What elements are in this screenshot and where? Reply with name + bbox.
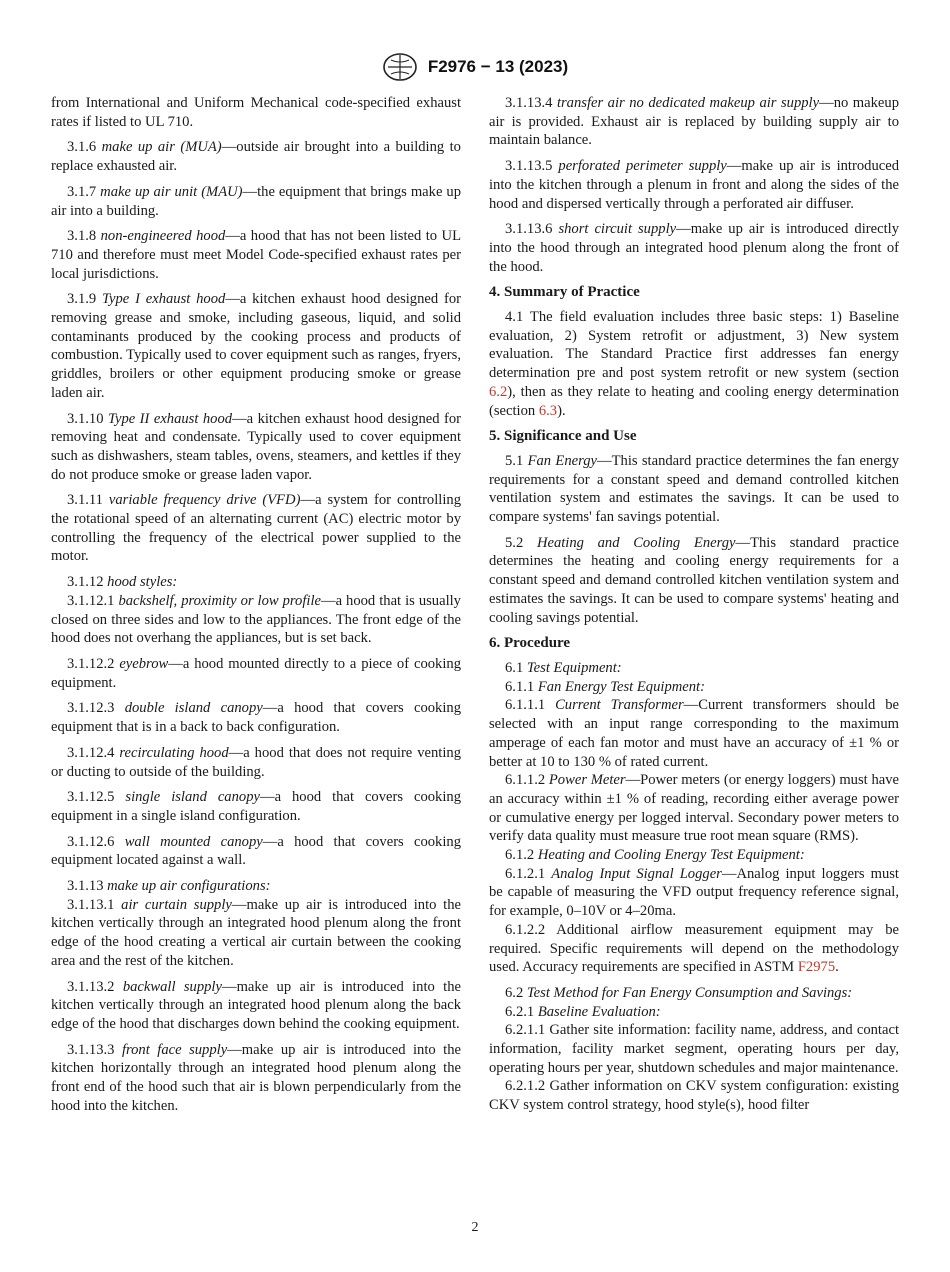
definition-3-1-12-3: 3.1.12.3 double island canopy—a hood that covers cooking equipment that is in a back to back configuration. [51,700,462,736]
definition-3-1-13-6: 3.1.13.6 short circuit supply—make up air is introduced directly into the hood through an integrated hood plenum along the front of the hood. [489,221,899,275]
paragraph-5-1: 5.1 Fan Energy—This standard practice determines the fan energy requirements for a constant speed and demand controlled kitchen ventilation system and estimates the savings. It can be used to compare systems' fan savings potential. [489,452,899,526]
right-column [489,94,899,1115]
reference-link-f2975[interactable]: F2975 [797,959,836,976]
paragraph-5-2: 5.2 Heating and Cooling Energy—This standard practice determines the heating and cooling energy requirements for a constant speed and demand controlled kitchen ventilation system and estimates the savings. It can be used to compare systems' heating and cooling savings potential. [489,534,900,626]
definition-3-1-12-2: 3.1.12.2 eyebrow—a hood mounted directly to a piece of cooking equipment. [51,655,461,691]
definition-3-1-12-5: 3.1.12.5 single island canopy—a hood that covers cooking equipment in a single island configuration. [51,789,461,824]
paragraph-4-1: 4.1 The field evaluation includes three basic steps: 1) Baseline evaluation, 2) System retrofit or adjustment, 3) New system evaluation. The Standard Practice first addresses fan energy determination pre and post system retrofit or new system (section 6.2), then as they relate to heating and cooling energy determination (section 6.3). [489,309,899,419]
paragraph-6-1-2-2: 6.1.2.2 Additional airflow measurement equipment may be required. Specific requirements will depend on the methodology used. Accuracy requirements are specified in ASTM F2975. [489,921,899,976]
section-heading-6: 6. Procedure [489,635,571,652]
definition-3-1-12-1: 3.1.12.1 backshelf, proximity or low profile—a hood that is usually closed on three sides and low to the appliances. The front edge of the hood does not overhang the appliances, but is set back. [51,592,461,647]
paragraph-6-2: 6.2 Test Method for Fan Energy Consumption and Savings: [505,984,853,1001]
section-heading-5: 5. Significance and Use [489,428,637,445]
section-link-6-2[interactable]: 6.2 [489,383,508,400]
document-designation: F2976 − 13 (2023) [427,57,569,76]
definition-3-1-12-6: 3.1.12.6 wall mounted canopy—a hood that covers cooking equipment located against a wall. [51,833,462,869]
definition-3-1-10: 3.1.10 Type II exhaust hood—a kitchen exhaust hood designed for removing heat and condensate. Typically used to cover equipment such as dishwashers, steam tables, ovens, steamers, and kettles if they do not produce smoke or grease laden vapor. [51,410,461,483]
paragraph: from International and Uniform Mechanical code-specified exhaust rates if listed to UL 710. [51,95,461,130]
paragraph-6-2-1-1: 6.2.1.1 Gather site information: facility name, address, and contact information, facility market segment, operating hours per day, operating hours per year, shutdown schedules and major maintenance. [489,1022,899,1076]
definition-3-1-13-5: 3.1.13.5 perforated perimeter supply—make up air is introduced into the kitchen through a plenum in front and along the sides of the hood and dispersed vertically through a perforated air diffuser. [489,158,899,212]
paragraph-6-1-1: 6.1.1 Fan Energy Test Equipment: [505,678,705,695]
definition-3-1-13-2: 3.1.13.2 backwall supply—make up air is introduced into the kitchen vertically through an integrated hood plenum along the back edge of the hood that discharges down behind the cooking equipment. [51,978,461,1032]
section-link-6-3[interactable]: 6.3 [538,402,558,419]
definition-3-1-13-3: 3.1.13.3 front face supply—make up air is introduced into the kitchen horizontally through an integrated hood plenum along the front end of the hood such that air is blown perpendicularly from the hood into the kitchen. [51,1041,462,1114]
page-header [0,52,950,82]
definition-3-1-8: 3.1.8 non-engineered hood—a hood that has not been listed to UL 710 and therefore must meet Model Code-specified exhaust rates per local jurisdictions. [51,228,461,282]
paragraph-6-2-1: 6.2.1 Baseline Evaluation: [505,1003,661,1020]
paragraph-6-1: 6.1 Test Equipment: [505,659,622,676]
page-number: 2 [471,1220,479,1235]
left-column [51,94,461,1122]
definition-3-1-7: 3.1.7 make up air unit (MAU)—the equipment that brings make up air into a building. [51,183,461,219]
paragraph-6-2-1-2: 6.2.1.2 Gather information on CKV system configuration: existing CKV system control strategy, hood style(s), hood filter [489,1078,899,1114]
astm-logo-icon [382,52,418,82]
paragraph-6-1-2: 6.1.2 Heating and Cooling Energy Test Equipment: [505,847,805,864]
definition-3-1-6: 3.1.6 make up air (MUA)—outside air brought into a building to replace exhausted air. [51,139,461,175]
paragraph-6-1-2-1: 6.1.2.1 Analog Input Signal Logger—Analog input loggers must be capable of measuring the VFD output frequency reference signal, for example, 0–10V or 4–20ma. [489,865,899,920]
definition-3-1-9: 3.1.9 Type I exhaust hood—a kitchen exhaust hood designed for removing grease and smoke, including gaseous, liquid, and solid contaminants produced by the cooking process and products of combustion. Typically used to cover equipment such as ranges, fryers, griddles, broilers or other equipment producing smoke or grease laden air. [51,291,461,401]
definition-3-1-12-4: 3.1.12.4 recirculating hood—a hood that does not require venting or ducting to outside of the building. [51,744,462,780]
paragraph-6-1-1-2: 6.1.1.2 Power Meter—Power meters (or energy loggers) must have an accuracy within ±1 % of reading, recording either average power or cumulative energy per logged interval. Secondary power meters to verify data quality must measure true root mean square (RMS). [489,772,899,845]
definition-3-1-12: 3.1.12 hood styles: [67,574,178,591]
definition-3-1-13-4: 3.1.13.4 transfer air no dedicated makeup air supply—no makeup air is provided. Exhaust air is replaced by building supply air to maintain balance. [489,95,899,149]
section-heading-4: 4. Summary of Practice [489,284,640,301]
definition-3-1-13-1: 3.1.13.1 air curtain supply—make up air is introduced into the kitchen vertically through an integrated hood plenum along the front edge of the hood creating a vertical air curtain between the cooking area and the rest of the kitchen. [51,896,461,969]
definition-3-1-13: 3.1.13 make up air configurations: [67,878,271,895]
definition-3-1-11: 3.1.11 variable frequency drive (VFD)—a system for controlling the rotational speed of an alternating current (AC) electric motor by controlling the frequency of the electrical power supplied to the motor. [51,492,461,565]
paragraph-6-1-1-1: 6.1.1.1 Current Transformer—Current transformers should be selected with an input range corresponding to the maximum amperage of each fan motor and must have an accuracy of ±1 % or better at 10 to 130 % of rated current. [489,697,899,770]
